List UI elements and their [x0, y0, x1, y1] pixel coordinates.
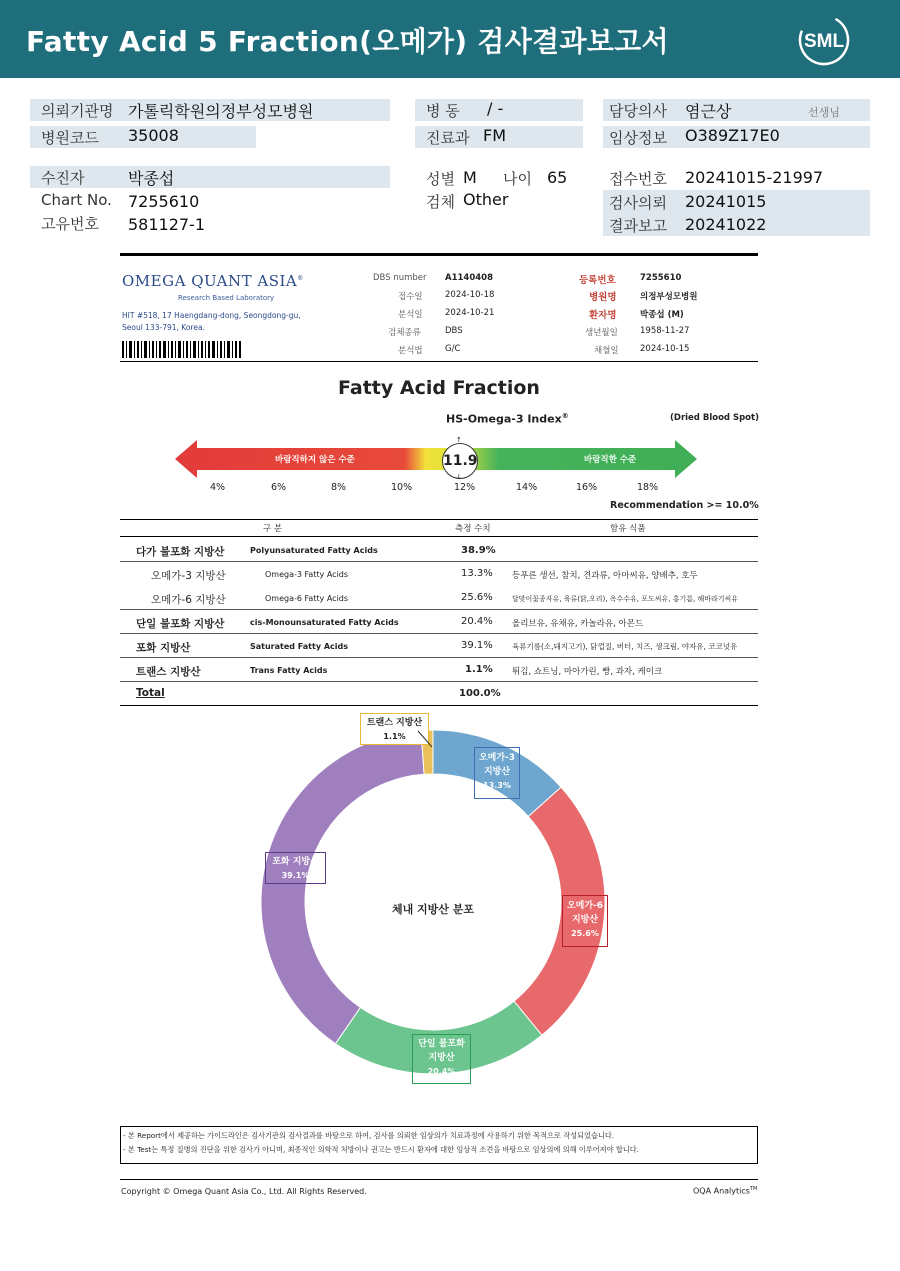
meta-patient-key: 환자명	[589, 310, 617, 321]
omega-report: OMEGA QUANT ASIA® Research Based Laboratory HIT #518, 17 Haengdang-dong, Seongdong-gu, Seoul 133-791, Korea. DBS number A1140408 접수일 2024-10-18 분석일 2024-10-21 검체종류 DBS 분석법 G/C 등록번호 7255610 병원명 의정부성모병원 환자명 박종섭 (M) 생년월일 1958-11-27 채혈일 2024-10-15 Fatty Acid Fraction HS-Omega-3 Index® (Dried Blood Spot) 바람직하지 않은 수준 바람직한 수준 11.9 ↑ ↓ 4% 6% 8% 10% 12% 14% 16% 18% Recommendation >= 10.0% 구 분 측정 수치 함유 식품 다가 불포화 지방산 Polyunsaturated Fatty Acids 38.9% 오메가-3 지방산 Omega-3 Fatty Acids 13.3% 등푸른 생선, 참치, 견과류, 아마씨유, 양배추, 호두 오메가-6 지방산 Omega-6 Fatty Acids 25.6% 달맞이꽃종자유, 육류(닭,오리), 옥수수유, 포도씨유, 홍기름, 해바라기씨유 단일 불포화 지방산 cis-Monounsaturated Fatty Acids 20.4% 올리브유, 유채유, 카놀라유, 아몬드 포화 지방산 Saturated Fatty Acids 39.1% 육류기름(소,돼지고기), 닭껍질, 버터, 치즈, 생크림, 야자유, 코코넛유 트랜스 지방산 Trans Fatty Acids 1.1% 튀김, 쇼트닝, 마아가린, 빵, 과자, 케이크 Total 100.0% 체내 지방산 분포 트랜스 지방산 1.1% 오메가-3 지방산 13.3% 오메가-6 지방산 25.6% 단일 불포화 지방산 20.4% 포화 지방산 39.1% - 본 Report에서 제공하는 가이드라인은 검사기관의 검사결과를 바탕으로 하여, 검사를 의뢰한 임상의가 치료과정에 사용하기 위한 목적으로 작성되었습니다. - 본 Test는 특정 질병의 진단을 위한 검사가 아니며, 최종적인 의학적 처방이나 권고는 반드시 환자에 대한 임상적 소견을 바탕으로 임상의에 의해 이루어져야 합니다.	[120, 253, 758, 1163]
result-date-value: 20241022	[685, 215, 767, 234]
ward-label: 병 동	[426, 102, 460, 120]
receipt-label: 접수번호	[609, 170, 667, 188]
scale-tick: 18%	[637, 482, 659, 493]
meta-receipt-value: 2024-10-18	[445, 290, 495, 300]
report-header	[0, 0, 900, 78]
meta-birth-value: 1958-11-27	[640, 326, 690, 336]
sex-value: M	[463, 168, 477, 187]
scale-tick: 4%	[210, 482, 226, 493]
meta-specimen-value: DBS	[445, 326, 463, 336]
bad-level-label: 바람직하지 않은 수준	[275, 455, 355, 465]
donut-slice-saturated	[261, 730, 424, 1043]
unique-no-value: 581127-1	[128, 215, 206, 234]
address-line-1: HIT #518, 17 Haengdang-dong, Seongdong-gu,	[122, 311, 301, 320]
slice-label-saturated: 포화 지방산 39.1%	[265, 852, 326, 884]
footer-divider	[120, 1179, 758, 1180]
scale-tick: 10%	[391, 482, 413, 493]
copyright: Copyright © Omega Quant Asia Co., Ltd. All Rights Reserved.	[121, 1187, 367, 1196]
index-title: HS-Omega-3 Index®	[446, 412, 569, 426]
meta-receipt-key: 접수일	[398, 292, 423, 302]
doctor-label: 담당의사	[609, 102, 667, 120]
specimen-label: 검체	[426, 193, 455, 211]
marker-arrow-up-icon: ↑	[456, 436, 462, 444]
patient-value: 박종섭	[128, 169, 175, 188]
result-date-label: 결과보고	[609, 217, 667, 235]
request-date-label: 검사의뢰	[609, 194, 667, 212]
meta-patient-value: 박종섭 (M)	[640, 310, 684, 320]
clinical-value: O389Z17E0	[685, 126, 780, 145]
dept-label: 진료과	[426, 129, 470, 147]
hospital-code-label: 병원코드	[41, 129, 99, 147]
slice-label-trans: 트랜스 지방산 1.1%	[360, 713, 429, 745]
good-level-label: 바람직한 수준	[584, 455, 637, 465]
meta-analysis-value: 2024-10-21	[445, 308, 495, 318]
meta-dbs-value: A1140408	[445, 273, 493, 283]
receipt-value: 20241015-21997	[685, 168, 824, 187]
clinical-label: 임상정보	[609, 129, 667, 147]
scale-tick: 12%	[454, 482, 476, 493]
index-marker: 11.9	[442, 443, 478, 479]
disclaimer-line-1: - 본 Report에서 제공하는 가이드라인은 검사기관의 검사결과를 바탕으로 하여, 검사를 의뢰한 임상의가 치료과정에 사용하기 위한 목적으로 작성되었습니다.	[123, 1131, 615, 1140]
meta-analysis-key: 분석일	[398, 310, 423, 320]
scale-tick: 14%	[516, 482, 538, 493]
meta-birth-key: 생년월일	[585, 328, 618, 338]
patient-label: 수진자	[41, 169, 85, 187]
omega-index-gauge	[175, 436, 699, 482]
table-head-category: 구 분	[263, 524, 283, 534]
hospital-code-value: 35008	[128, 126, 179, 145]
table-head-foods: 함유 식품	[610, 524, 646, 534]
meta-reg-key: 등록번호	[579, 275, 616, 286]
scale-tick: 8%	[331, 482, 347, 493]
trans-leader-line	[416, 729, 436, 749]
scale-tick: 6%	[271, 482, 287, 493]
brand-name: OMEGA QUANT ASIA®	[122, 272, 304, 290]
slice-label-mono: 단일 불포화 지방산 20.4%	[412, 1034, 471, 1084]
meta-hospital-key: 병원명	[589, 292, 617, 303]
meta-method-key: 분석법	[398, 346, 423, 356]
disclaimer-line-2: - 본 Test는 특정 질병의 진단을 위한 검사가 아니며, 최종적인 의학적 처방이나 권고는 반드시 환자에 대한 임상적 소견을 바탕으로 임상의에 의해 이루어져야 합니다.	[123, 1145, 639, 1154]
meta-collect-value: 2024-10-15	[640, 344, 690, 354]
meta-specimen-key: 검체종류	[388, 328, 421, 338]
slice-label-omega3: 오메가-3 지방산 13.3%	[474, 747, 520, 799]
unique-no-label: 고유번호	[41, 215, 99, 233]
address-line-2: Seoul 133-791, Korea.	[122, 323, 205, 332]
doctor-value: 염근상	[685, 102, 732, 121]
meta-hospital-value: 의정부성모병원	[640, 292, 698, 302]
ward-value: / -	[487, 99, 504, 118]
barcode	[122, 341, 242, 358]
doctor-suffix: 선생님	[808, 106, 840, 119]
brand-tagline: Research Based Laboratory	[178, 294, 275, 302]
disclaimer-box	[120, 1126, 758, 1164]
meta-collect-key: 채혈일	[594, 346, 619, 356]
section-title: Fatty Acid Fraction	[338, 377, 540, 399]
meta-reg-value: 7255610	[640, 273, 682, 283]
slice-label-omega6: 오메가-6 지방산 25.6%	[562, 895, 608, 947]
institution-value: 가톨릭학원의정부성모병원	[128, 102, 314, 121]
marker-arrow-down-icon: ↓	[456, 473, 462, 481]
analytics-brand: OQA Analytics™	[693, 1186, 758, 1196]
dept-value: FM	[483, 126, 507, 145]
sml-logo	[798, 14, 850, 66]
table-head-measured: 측정 수치	[455, 524, 491, 534]
request-date-value: 20241015	[685, 192, 767, 211]
meta-method-value: G/C	[445, 344, 461, 354]
sex-label: 성별	[426, 170, 455, 188]
donut-center-label: 체내 지방산 분포	[391, 903, 475, 916]
report-title: Fatty Acid 5 Fraction(오메가) 검사결과보고서	[26, 25, 669, 58]
specimen-value: Other	[463, 190, 509, 209]
age-value: 65	[547, 168, 568, 187]
logo-text: SML	[803, 31, 845, 52]
recommendation: Recommendation >= 10.0%	[610, 500, 759, 511]
scale-tick: 16%	[576, 482, 598, 493]
chart-no-value: 7255610	[128, 192, 200, 211]
chart-no-label: Chart No.	[41, 191, 112, 209]
meta-dbs-key: DBS number	[373, 273, 427, 283]
institution-label: 의뢰기관명	[41, 102, 114, 120]
age-label: 나이	[503, 170, 532, 188]
dried-blood-spot-note: (Dried Blood Spot)	[670, 413, 759, 423]
